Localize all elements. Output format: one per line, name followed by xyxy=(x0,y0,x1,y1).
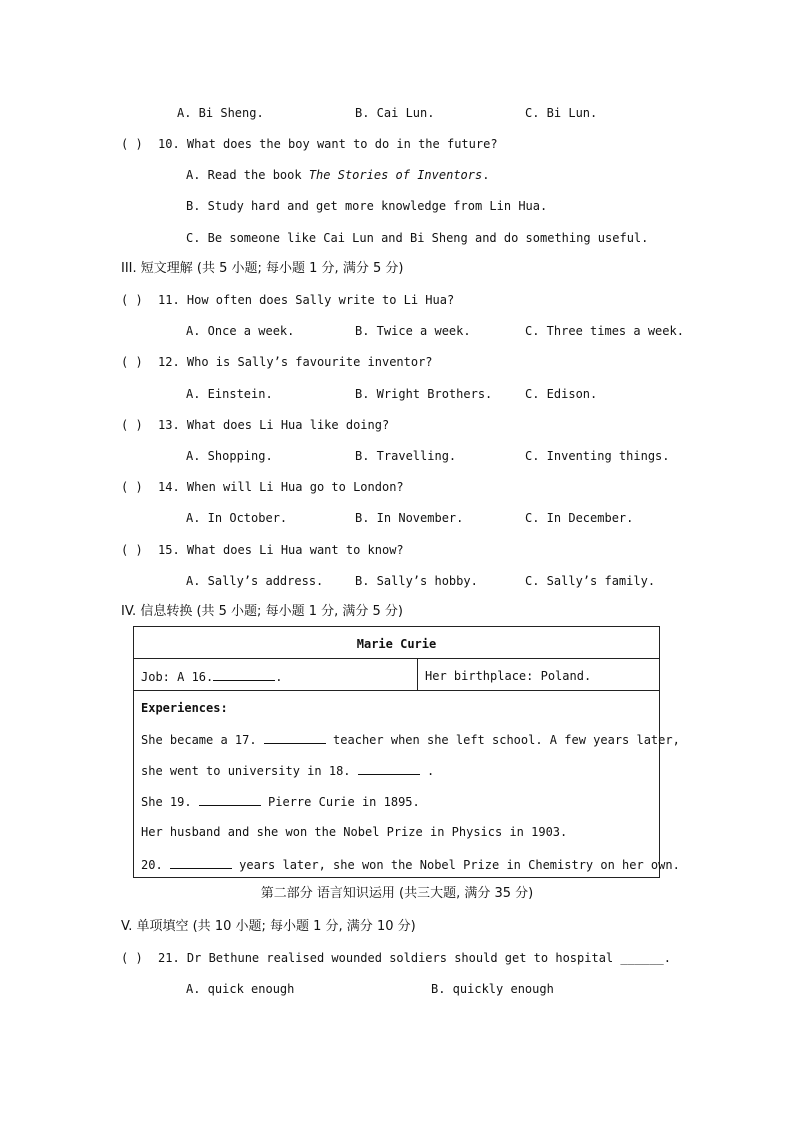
q15-answer-bracket: ( ) xyxy=(121,543,143,557)
answer-blank-16[interactable] xyxy=(213,670,275,681)
table-divider xyxy=(134,658,659,659)
line-2-prefix: she went to university in 18. xyxy=(141,764,358,778)
q13-question: 13. What does Li Hua like doing? xyxy=(158,418,390,432)
q12-option-a: A. Einstein. xyxy=(186,387,273,401)
line-5-suffix: years later, she won the Nobel Prize in Chemistry on her own. xyxy=(231,858,680,872)
q15-option-b: B. Sally’s hobby. xyxy=(355,574,478,588)
job-field xyxy=(141,670,282,683)
q10-option-a-book-title: The Stories of Inventors xyxy=(308,168,483,182)
q11-question: 11. How often does Sally write to Li Hua? xyxy=(158,293,455,307)
q10-answer-bracket: ( ) xyxy=(121,137,143,151)
experience-line-4: Her husband and she won the Nobel Prize in Physics in 1903. xyxy=(141,825,568,839)
line-5-prefix: 20. xyxy=(141,858,170,872)
answer-blank-20[interactable] xyxy=(170,858,232,869)
table-column-divider xyxy=(417,658,418,690)
table-divider xyxy=(134,690,659,691)
q15-option-c: C. Sally’s family. xyxy=(525,574,656,588)
section-4-heading: IV. 信息转换 (共 5 小题; 每小题 1 分, 满分 5 分) xyxy=(121,604,403,619)
line-1-prefix: She became a 17. xyxy=(141,733,264,747)
q12-answer-bracket: ( ) xyxy=(121,355,143,369)
answer-blank-19[interactable] xyxy=(199,795,261,806)
q14-question: 14. When will Li Hua go to London? xyxy=(158,480,404,494)
job-suffix: . xyxy=(275,670,283,684)
q14-option-b: B. In November. xyxy=(355,511,464,525)
q11-option-b: B. Twice a week. xyxy=(355,324,471,338)
q10-option-a-suffix: . xyxy=(482,168,490,182)
experience-line-1 xyxy=(141,733,680,746)
q10-question: 10. What does the boy want to do in the future? xyxy=(158,137,498,151)
q12-option-b: B. Wright Brothers. xyxy=(355,387,493,401)
q10-option-c: C. Be someone like Cai Lun and Bi Sheng and do something useful. xyxy=(186,231,649,245)
q15-question: 15. What does Li Hua want to know? xyxy=(158,543,404,557)
q9-option-a: A. Bi Sheng. xyxy=(177,106,264,120)
q9-option-b: B. Cai Lun. xyxy=(355,106,435,120)
job-prefix: Job: A 16. xyxy=(141,670,214,684)
q21-question: 21. Dr Bethune realised wounded soldiers should get to hospital ______. xyxy=(158,951,671,965)
experience-line-3 xyxy=(141,795,420,808)
experiences-label: Experiences: xyxy=(141,701,228,715)
q14-option-c: C. In December. xyxy=(525,511,634,525)
experience-line-5 xyxy=(141,858,680,871)
q15-option-a: A. Sally’s address. xyxy=(186,574,324,588)
q14-option-a: A. In October. xyxy=(186,511,288,525)
q10-option-b: B. Study hard and get more knowledge from Lin Hua. xyxy=(186,199,548,213)
q13-option-b: B. Travelling. xyxy=(355,449,457,463)
q12-option-c: C. Edison. xyxy=(525,387,598,401)
answer-blank-18[interactable] xyxy=(358,764,420,775)
part-2-heading: 第二部分 语言知识运用 (共三大题, 满分 35 分) xyxy=(260,886,534,901)
q21-answer-bracket: ( ) xyxy=(121,951,143,965)
q21-option-a: A. quick enough xyxy=(186,982,295,996)
q10-option-a xyxy=(186,169,489,181)
line-2-suffix: . xyxy=(419,764,435,778)
birthplace-field: Her birthplace: Poland. xyxy=(425,669,592,683)
line-1-suffix: teacher when she left school. A few years later, xyxy=(325,733,680,747)
table-title: Marie Curie xyxy=(356,637,437,651)
q13-option-a: A. Shopping. xyxy=(186,449,273,463)
q11-option-a: A. Once a week. xyxy=(186,324,295,338)
answer-blank-17[interactable] xyxy=(264,733,326,744)
q14-answer-bracket: ( ) xyxy=(121,480,143,494)
line-3-prefix: She 19. xyxy=(141,795,199,809)
q13-option-c: C. Inventing things. xyxy=(525,449,670,463)
q13-answer-bracket: ( ) xyxy=(121,418,143,432)
q12-question: 12. Who is Sally’s favourite inventor? xyxy=(158,355,433,369)
q11-option-c: C. Three times a week. xyxy=(525,324,684,338)
experience-line-2 xyxy=(141,764,434,777)
q21-option-b: B. quickly enough xyxy=(431,982,554,996)
section-5-heading: V. 单项填空 (共 10 小题; 每小题 1 分, 满分 10 分) xyxy=(121,919,416,934)
section-3-heading: III. 短文理解 (共 5 小题; 每小题 1 分, 满分 5 分) xyxy=(121,261,404,276)
q10-option-a-prefix: A. Read the book xyxy=(186,168,309,182)
q9-option-c: C. Bi Lun. xyxy=(525,106,598,120)
q11-answer-bracket: ( ) xyxy=(121,293,143,307)
line-3-suffix: Pierre Curie in 1895. xyxy=(260,795,420,809)
info-table xyxy=(133,626,680,878)
